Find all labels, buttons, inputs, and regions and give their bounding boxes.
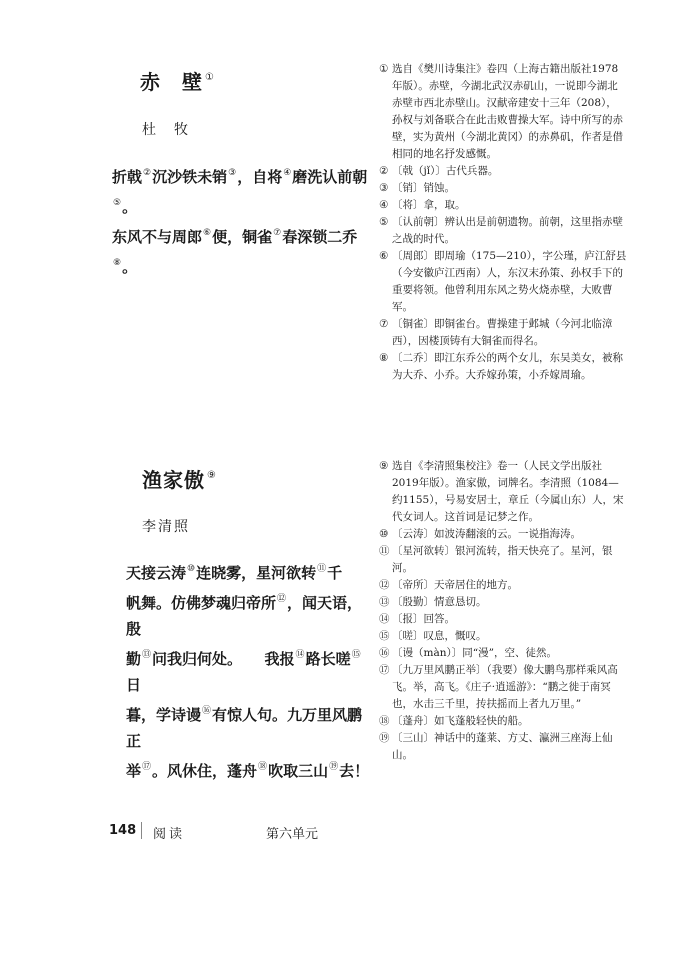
footnote-text: 〔帝所〕天帝居住的地方。 (392, 579, 518, 591)
poem-title-chibi (140, 66, 215, 95)
poem-line (126, 698, 371, 754)
footnote-text: 选自《樊川诗集注》卷四（上海古籍出版社1978年版）。赤壁，今湖北武汉赤矶山，一说即今湖北赤壁市西北赤壁山。汉献帝建安十三年（208），孙权与刘备联合在此击败曹操大军。诗中所写的赤壁，实为黄州（今湖北黄冈）的赤鼻矶，作者是借相同的地名抒发感慨。 (392, 63, 623, 160)
footnote-item (379, 61, 627, 163)
poem-text: 勤 (126, 650, 142, 668)
footnote-number: ⑬ (379, 596, 390, 608)
page-number: 148 (109, 823, 137, 838)
footnote-marker: ⑩ (187, 564, 196, 574)
poem-line (112, 160, 372, 220)
footnote-marker: ⑮ (351, 650, 361, 660)
footnote-marker: ⑰ (142, 762, 152, 772)
footnote-item (379, 197, 627, 214)
footnote-text: 〔二乔〕即江东乔公的两个女儿，东吴美女，被称为大乔、小乔。大乔嫁孙策，小乔嫁周瑜。 (392, 352, 623, 381)
footnote-number: ③ (379, 182, 389, 194)
poem-text: 去！ (339, 762, 370, 780)
footnote-text: 选自《李清照集校注》卷一（人民文学出版社2019年版）。渔家傲，词牌名。李清照（1084—约1155），号易安居士，章丘（今属山东）人，宋代女词人。这首词是记梦之作。 (392, 460, 624, 523)
footnote-marker: ⑥ (203, 228, 212, 238)
footer-divider (141, 822, 142, 839)
footnote-text: 〔将〕拿，取。 (392, 199, 466, 211)
poem-text: 举 (126, 762, 142, 780)
footnote-item (379, 526, 627, 543)
footnote-marker: ⑲ (329, 762, 339, 772)
poem-line (112, 220, 372, 280)
poem-text: 东风不与周郎 (112, 228, 203, 246)
footnote-text: 〔铜雀〕即铜雀台。曹操建于邺城（今河北临漳西），因楼顶铸有大铜雀而得名。 (392, 318, 613, 347)
footnote-item (379, 645, 627, 662)
footnote-marker: ⑧ (113, 258, 122, 268)
poem-text: 连晓雾，星河欲转 (196, 564, 317, 582)
poem-line (126, 586, 371, 642)
poem-text: 帆舞。仿佛梦魂归帝所 (126, 594, 277, 612)
poem-text: 沉沙铁未销 (152, 168, 228, 186)
poem-text: 春深锁二乔 (282, 228, 358, 246)
footnote-number: ⑨ (379, 460, 389, 472)
footnote-number: ⑮ (379, 630, 390, 642)
poem-text: 折戟 (112, 168, 143, 186)
footnote-text: 〔认前朝〕辨认出是前朝遗物。前朝，这里指赤壁之战的时代。 (392, 216, 623, 245)
footnote-number: ⑥ (379, 250, 389, 262)
poem-line (126, 642, 371, 698)
footnote-number: ⑪ (379, 545, 390, 557)
footnote-text: 〔蓬舟〕如飞蓬般轻快的船。 (392, 715, 529, 727)
footnote-text: 〔谩（màn）〕同“漫”，空、徒然。 (392, 647, 557, 659)
footnote-number: ⑭ (379, 613, 390, 625)
footnote-item (379, 730, 627, 764)
poem-text: 路长嗟 (305, 650, 351, 668)
footnote-number: ⑦ (379, 318, 389, 330)
footnote-number: ① (379, 63, 389, 75)
footnote-number: ⑰ (379, 664, 390, 676)
footnote-text: 〔报〕回答。 (392, 613, 455, 625)
footnote-item (379, 543, 627, 577)
poem-text: 磨洗认前朝 (292, 168, 368, 186)
footnote-number: ⑧ (379, 352, 389, 364)
footnote-item (379, 214, 627, 248)
poem-text: ，闻天语，殷 (126, 594, 363, 638)
poem-text: 。风休住，蓬舟 (152, 762, 258, 780)
poem-text: 有惊人句。九万里风鹏正 (126, 706, 363, 750)
footer-unit: 第六单元 (266, 827, 319, 842)
footer-section: 阅读 (153, 827, 186, 842)
footnote-marker: ② (143, 168, 152, 178)
footnote-marker: ⑪ (317, 564, 327, 574)
footnote-number: ⑲ (379, 732, 390, 744)
footnote-item (379, 611, 627, 628)
poem-text: 。 (122, 198, 138, 216)
footnote-item (379, 163, 627, 180)
poem-text: 便，铜雀 (212, 228, 273, 246)
footnote-marker: ⑯ (202, 706, 212, 716)
poem-text: 天接云涛 (126, 564, 187, 582)
footnote-marker: ③ (228, 168, 237, 178)
footnote-text: 〔销〕销蚀。 (392, 182, 455, 194)
footnote-marker: ⑦ (273, 228, 282, 238)
poem-title-text: 赤 壁 (140, 70, 203, 94)
footnote-item (379, 594, 627, 611)
footnote-marker: ⑫ (277, 594, 287, 604)
poem-text: 日 (126, 676, 142, 694)
footnote-number: ② (379, 165, 389, 177)
footnote-item (379, 662, 627, 713)
footnote-text: 〔云涛〕如波涛翻滚的云。一说指海涛。 (392, 528, 581, 540)
poem-body-chibi (112, 160, 372, 280)
footnote-marker: ⑬ (142, 650, 152, 660)
footnote-text: 〔嗟〕叹息，慨叹。 (392, 630, 487, 642)
footnote-text: 〔戟（jǐ）〕古代兵器。 (392, 165, 499, 177)
poem-title-text: 渔家傲 (142, 468, 205, 492)
footnotes-yujiaao (379, 458, 627, 764)
title-footnote-marker: ⑨ (207, 470, 217, 481)
footnote-number: ⑩ (379, 528, 389, 540)
footnote-item (379, 628, 627, 645)
footnote-number: ⑤ (379, 216, 389, 228)
footnote-marker: ⑤ (113, 198, 122, 208)
footnote-text: 〔三山〕神话中的蓬莱、方丈、瀛洲三座海上仙山。 (392, 732, 613, 761)
footnote-item (379, 713, 627, 730)
poem-author-dumu: 杜 牧 (142, 122, 190, 138)
poem-text: 暮，学诗谩 (126, 706, 202, 724)
footnote-marker: ⑭ (295, 650, 305, 660)
poem-author-liqingzhao: 李清照 (142, 519, 190, 535)
footnote-marker: ⑱ (258, 762, 268, 772)
footnote-item (379, 316, 627, 350)
footnote-item (379, 577, 627, 594)
title-footnote-marker: ① (205, 72, 215, 83)
poem-title-yujiaao (142, 464, 217, 493)
poem-text: 千 (327, 564, 343, 582)
footnote-text: 〔殷勤〕情意恳切。 (392, 596, 487, 608)
poem-body-yujiaao (126, 556, 371, 784)
poem-text: ，自将 (237, 168, 283, 186)
footnote-number: ④ (379, 199, 389, 211)
footnote-number: ⑫ (379, 579, 390, 591)
poem-line (126, 556, 371, 586)
footnote-item (379, 248, 627, 316)
footnotes-chibi (379, 61, 627, 384)
footnote-marker: ④ (283, 168, 292, 178)
footnote-number: ⑱ (379, 715, 390, 727)
footnote-text: 〔九万里风鹏正举〕（我要）像大鹏鸟那样乘风高飞。举，高飞。《庄子·逍遥游》：“鹏之徙于南冥也，水击三千里，抟扶摇而上者九万里。” (392, 664, 618, 710)
footnote-text: 〔星河欲转〕银河流转，指天快亮了。星河，银河。 (392, 545, 613, 574)
footnote-number: ⑯ (379, 647, 390, 659)
footnote-text: 〔周郎〕即周瑜（175—210），字公瑾，庐江舒县（今安徽庐江西南）人，东汉末孙策、孙权手下的重要将领。他曾利用东风之势火烧赤壁，大败曹军。 (392, 250, 627, 313)
footnote-item (379, 180, 627, 197)
footnote-item (379, 458, 627, 526)
poem-text: 。 (122, 258, 138, 276)
poem-text: 问我归何处。 我报 (152, 650, 295, 668)
poem-text: 吹取三山 (268, 762, 329, 780)
poem-line (126, 754, 371, 784)
footnote-item (379, 350, 627, 384)
